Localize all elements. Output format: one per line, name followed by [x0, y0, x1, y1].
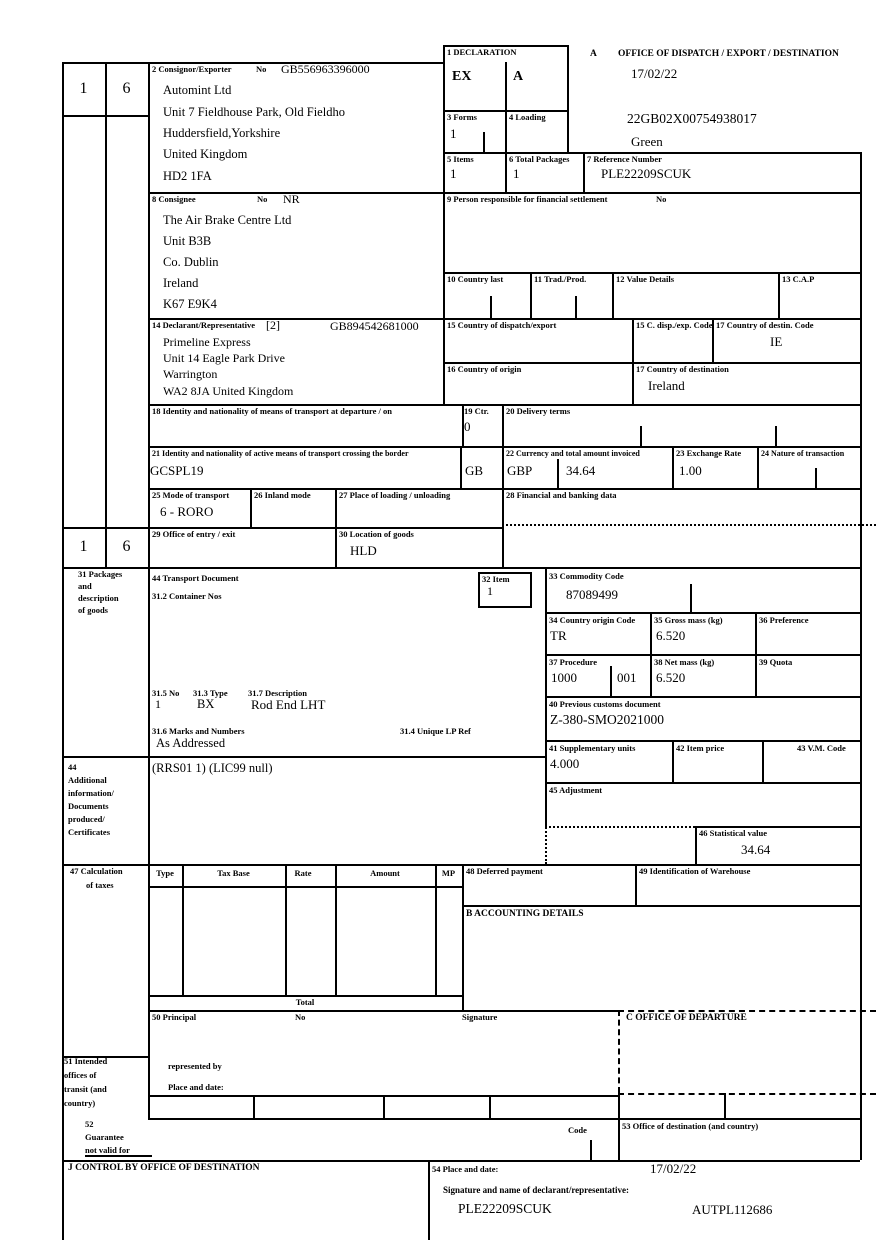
tick-mark	[815, 468, 817, 488]
box31-label-line: and	[78, 581, 92, 591]
divider	[335, 864, 337, 995]
copy-cell-1: 1	[79, 80, 88, 97]
divider	[62, 1160, 860, 1162]
box21-value: GCSPL19	[150, 463, 204, 478]
box2-address-line: Huddersfield,Yorkshire	[163, 126, 281, 140]
box31-7-description: Rod End LHT	[251, 697, 326, 712]
box48-label: 48 Deferred payment	[466, 866, 543, 876]
box52-label-line: Guarantee	[85, 1132, 124, 1142]
box5-label: 5 Items	[447, 154, 474, 164]
section-b-title: B ACCOUNTING DETAILS	[466, 909, 584, 919]
box2-address-line: United Kingdom	[163, 147, 248, 161]
divider	[285, 864, 287, 995]
box37-label: 37 Procedure	[549, 657, 598, 667]
box14-address-line: Primeline Express	[163, 335, 251, 349]
section-c-title: C OFFICE OF DEPARTURE	[626, 1013, 747, 1023]
box54-signature-label: Signature and name of declarant/representative:	[443, 1185, 629, 1195]
box31-7-label: 31.7 Description	[248, 688, 308, 698]
box36-label: 36 Preference	[759, 615, 809, 625]
dashed-divider	[618, 1093, 876, 1095]
divider	[148, 62, 150, 1118]
box38-value: 6.520	[656, 670, 686, 685]
box45-label: 45 Adjustment	[549, 785, 603, 795]
divider	[105, 62, 107, 567]
box14-eori: GB894542681000	[330, 319, 419, 333]
divider	[62, 756, 545, 758]
divider	[545, 782, 860, 784]
divider	[148, 446, 860, 448]
dotted-divider	[545, 826, 695, 828]
box31-6-label: 31.6 Marks and Numbers	[152, 726, 245, 736]
box52-code-label: Code	[568, 1125, 587, 1135]
box19-value: 0	[464, 419, 471, 434]
box9-label: 9 Person responsible for financial settlement	[447, 194, 608, 204]
box31-2-container-label: 31.2 Container Nos	[152, 591, 222, 601]
box44-transport-doc-label: 44 Transport Document	[152, 573, 239, 583]
divider	[462, 905, 860, 907]
box17a-label: 17 Country of destin. Code	[716, 320, 814, 330]
box7-reference-number: PLE22209SCUK	[601, 166, 692, 181]
box17-label: 17 Country of destination	[636, 364, 729, 374]
box28-label: 28 Financial and banking data	[506, 490, 617, 500]
box26-label: 26 Inland mode	[254, 490, 311, 500]
divider	[612, 272, 614, 318]
dotted-divider	[502, 524, 876, 526]
box16-label: 16 Country of origin	[447, 364, 522, 374]
divider	[545, 612, 860, 614]
box4-label: 4 Loading	[509, 112, 546, 122]
box50-no-label: No	[295, 1012, 306, 1022]
box53-label: 53 Office of destination (and country)	[622, 1121, 759, 1131]
divider	[757, 446, 759, 488]
box54-date: 17/02/22	[650, 1161, 697, 1176]
divider	[530, 272, 532, 318]
copy-cell-6b: 6	[122, 538, 131, 555]
divider	[755, 612, 757, 696]
box12-label: 12 Value Details	[616, 274, 675, 284]
box31-4-label: 31.4 Unique LP Ref	[400, 726, 471, 736]
box1-label: 1 DECLARATION	[447, 47, 517, 57]
box20-label: 20 Delivery terms	[506, 406, 571, 416]
tick-mark	[640, 426, 642, 446]
box11-label: 11 Trad./Prod.	[534, 274, 587, 284]
divider	[762, 740, 764, 782]
box9-no-label: No	[656, 194, 667, 204]
divider	[618, 1095, 620, 1160]
divider	[672, 446, 674, 488]
box29-label: 29 Office of entry / exit	[152, 529, 236, 539]
tick-mark	[490, 296, 492, 318]
box31-3-label: 31.3 Type	[193, 688, 228, 698]
divider	[253, 1095, 255, 1118]
divider	[545, 567, 547, 824]
box52-label-line: 52	[85, 1119, 94, 1129]
box47-label-line: 47 Calculation	[70, 866, 123, 876]
box41-value: 4.000	[550, 756, 580, 771]
box51-label-line: country)	[64, 1098, 96, 1108]
box31-6-marks: As Addressed	[156, 736, 226, 750]
box24-label: 24 Nature of transaction	[761, 449, 845, 458]
divider	[335, 488, 337, 567]
box2-address-line: Unit 7 Fieldhouse Park, Old Fieldho	[163, 105, 345, 119]
box19-label: 19 Ctr.	[464, 406, 489, 416]
box22-label: 22 Currency and total amount invoiced	[506, 449, 640, 458]
box54-label: 54 Place and date:	[432, 1164, 499, 1174]
box31-5-label: 31.5 No	[152, 688, 180, 698]
box52-label-line: not valid for	[85, 1145, 130, 1155]
divider	[148, 1010, 618, 1012]
box1-declaration-type: EX	[452, 69, 472, 84]
box54-reference: AUTPL112686	[692, 1202, 773, 1217]
divider	[505, 62, 507, 192]
box51-label-line: offices of	[64, 1070, 97, 1080]
box51-label-line: transit (and	[64, 1084, 107, 1094]
box35-label: 35 Gross mass (kg)	[654, 615, 723, 625]
section-a-title: OFFICE OF DISPATCH / EXPORT / DESTINATION	[618, 49, 839, 59]
box2-label: 2 Consignor/Exporter	[152, 64, 232, 74]
box21-label: 21 Identity and nationality of active means of transport crossing the border	[152, 449, 409, 458]
box33-label: 33 Commodity Code	[549, 571, 624, 581]
divider	[443, 45, 445, 404]
box44-label-line: Additional	[68, 775, 107, 785]
box15a-label: 15 C. disp./exp. Code	[636, 320, 713, 330]
box44-label-line: Certificates	[68, 827, 111, 837]
tax-col-type: Type	[156, 868, 174, 878]
box42-label: 42 Item price	[676, 743, 725, 753]
box27-label: 27 Place of loading / unloading	[339, 490, 451, 500]
box14-address-line: Warrington	[163, 367, 218, 381]
divider	[650, 612, 652, 696]
divider	[383, 1095, 385, 1118]
tick-mark	[690, 584, 692, 612]
section-a-date: 17/02/22	[631, 66, 678, 81]
box51-label-line: 51 Intended	[64, 1056, 108, 1066]
box8-address-line: K67 E9K4	[163, 297, 217, 311]
divider	[428, 1160, 430, 1240]
box35-value: 6.520	[656, 628, 686, 643]
box18-label: 18 Identity and nationality of means of transport at departure / on	[152, 406, 392, 416]
box54-signature-value: PLE22209SCUK	[458, 1201, 552, 1216]
box50-label: 50 Principal	[152, 1012, 197, 1022]
section-a-mrn: 22GB02X00754938017	[627, 111, 757, 126]
divider	[557, 459, 559, 488]
tick-mark	[590, 1140, 592, 1160]
divider	[724, 1093, 726, 1118]
tick-mark	[483, 132, 485, 152]
divider	[545, 696, 860, 698]
divider	[545, 654, 860, 656]
copy-cell-1b: 1	[79, 538, 88, 555]
box50-place-date: Place and date:	[168, 1082, 224, 1092]
tick-mark	[575, 296, 577, 318]
box2-address-line: HD2 1FA	[163, 169, 212, 183]
box39-label: 39 Quota	[759, 657, 793, 667]
box14-label: 14 Declarant/Representative	[152, 320, 255, 330]
divider	[695, 826, 697, 864]
box1-declaration-subtype: A	[513, 69, 524, 84]
dashed-divider	[618, 1010, 876, 1012]
box8-address-line: Ireland	[163, 276, 199, 290]
divider	[778, 272, 780, 318]
divider	[567, 45, 569, 152]
box46-label: 46 Statistical value	[699, 828, 767, 838]
box44-additional-info: (RRS01 1) (LIC99 null)	[152, 761, 273, 775]
divider	[502, 404, 504, 567]
tick-mark	[610, 666, 612, 696]
tax-col-mp: MP	[441, 868, 456, 878]
form-right-border	[860, 152, 862, 1160]
box25-value: 6 - RORO	[160, 504, 214, 519]
box2-eori: GB556963396000	[281, 62, 370, 76]
box38-label: 38 Net mass (kg)	[654, 657, 715, 667]
box50-signature-label: Signature	[462, 1012, 498, 1022]
divider	[632, 318, 634, 404]
divider	[635, 864, 637, 905]
box31-label-line: of goods	[78, 605, 108, 615]
box17a-value: IE	[770, 334, 783, 349]
divider	[148, 1118, 860, 1120]
tax-col-amount: Amount	[370, 868, 400, 878]
box31-label-line: description	[78, 593, 119, 603]
box8-no-label: No	[257, 194, 268, 204]
dotted-divider	[545, 824, 547, 864]
section-j-title: J CONTROL BY OFFICE OF DESTINATION	[68, 1163, 260, 1173]
section-a-route: Green	[631, 134, 663, 149]
box50-represented-by: represented by	[168, 1061, 222, 1071]
box44-label-line: produced/	[68, 814, 105, 824]
divider	[460, 446, 462, 488]
tick-mark	[775, 426, 777, 446]
copy-cell-6: 6	[122, 80, 131, 97]
box33-commodity-code: 87089499	[566, 587, 618, 602]
box10-label: 10 Country last	[447, 274, 504, 284]
box2-no-label: No	[256, 64, 267, 74]
box37-procedure-code: 1000	[551, 670, 577, 685]
box3-value: 1	[450, 126, 457, 141]
box44-label-line: information/	[68, 788, 114, 798]
box23-label: 23 Exchange Rate	[676, 448, 742, 458]
box31-3-value: BX	[197, 697, 215, 711]
box30-label: 30 Location of goods	[339, 529, 414, 539]
box6-label: 6 Total Packages	[509, 154, 570, 164]
box15-label: 15 Country of dispatch/export	[447, 320, 557, 330]
box3-label: 3 Forms	[447, 112, 477, 122]
box21-nationality: GB	[465, 463, 484, 478]
box32-item-number: 1	[487, 584, 493, 598]
box5-value: 1	[450, 166, 457, 181]
section-a-prefix: A	[590, 49, 597, 59]
box8-address-line: Unit B3B	[163, 234, 212, 248]
box13-label: 13 C.A.P	[782, 274, 815, 284]
divider	[672, 740, 674, 782]
box40-previous-document: Z-380-SMO2021000	[550, 712, 664, 727]
box22-amount: 34.64	[566, 463, 596, 478]
box49-label: 49 Identification of Warehouse	[639, 866, 751, 876]
box31-5-value: 1	[155, 697, 161, 711]
box8-label: 8 Consignee	[152, 194, 196, 204]
box17-value: Ireland	[648, 378, 685, 393]
divider	[62, 567, 860, 569]
box8-no-value: NR	[283, 192, 300, 206]
divider	[545, 740, 860, 742]
divider	[435, 864, 437, 995]
box31-label-line: 31 Packages	[78, 569, 123, 579]
box2-address-line: Automint Ltd	[163, 83, 232, 97]
box44-label-line: Documents	[68, 801, 109, 811]
divider	[462, 864, 464, 1010]
box23-value: 1.00	[679, 463, 702, 478]
divider	[182, 864, 184, 995]
box14-code: [2]	[266, 318, 280, 332]
box40-label: 40 Previous customs document	[549, 699, 661, 709]
divider	[250, 488, 252, 527]
box47-label-line: of taxes	[86, 880, 114, 890]
box46-statistical-value: 34.64	[741, 842, 771, 857]
tax-col-rate: Rate	[294, 868, 312, 878]
box43-label: 43 V.M. Code	[797, 743, 846, 753]
tax-total-label: Total	[295, 997, 315, 1007]
box8-address-line: Co. Dublin	[163, 255, 219, 269]
divider	[583, 152, 585, 192]
box7-label: 7 Reference Number	[587, 154, 662, 164]
box34-label: 34 Country origin Code	[549, 615, 636, 625]
tax-col-taxbase: Tax Base	[217, 868, 250, 878]
box30-value: HLD	[350, 543, 377, 558]
dashed-divider	[618, 1010, 620, 1093]
divider	[148, 886, 462, 888]
box37-procedure-suffix: 001	[617, 670, 637, 685]
box32-label: 32 Item	[482, 574, 510, 584]
box41-label: 41 Supplementary units	[549, 743, 636, 753]
box8-address-line: The Air Brake Centre Ltd	[163, 213, 292, 227]
box14-address-line: Unit 14 Eagle Park Drive	[163, 351, 285, 365]
box34-value: TR	[550, 628, 567, 643]
box25-label: 25 Mode of transport	[152, 490, 230, 500]
box14-address-line: WA2 8JA United Kingdom	[163, 384, 294, 398]
box6-value: 1	[513, 166, 520, 181]
box44-label-line: 44	[68, 762, 77, 772]
box22-currency: GBP	[507, 463, 533, 478]
divider	[489, 1095, 491, 1118]
